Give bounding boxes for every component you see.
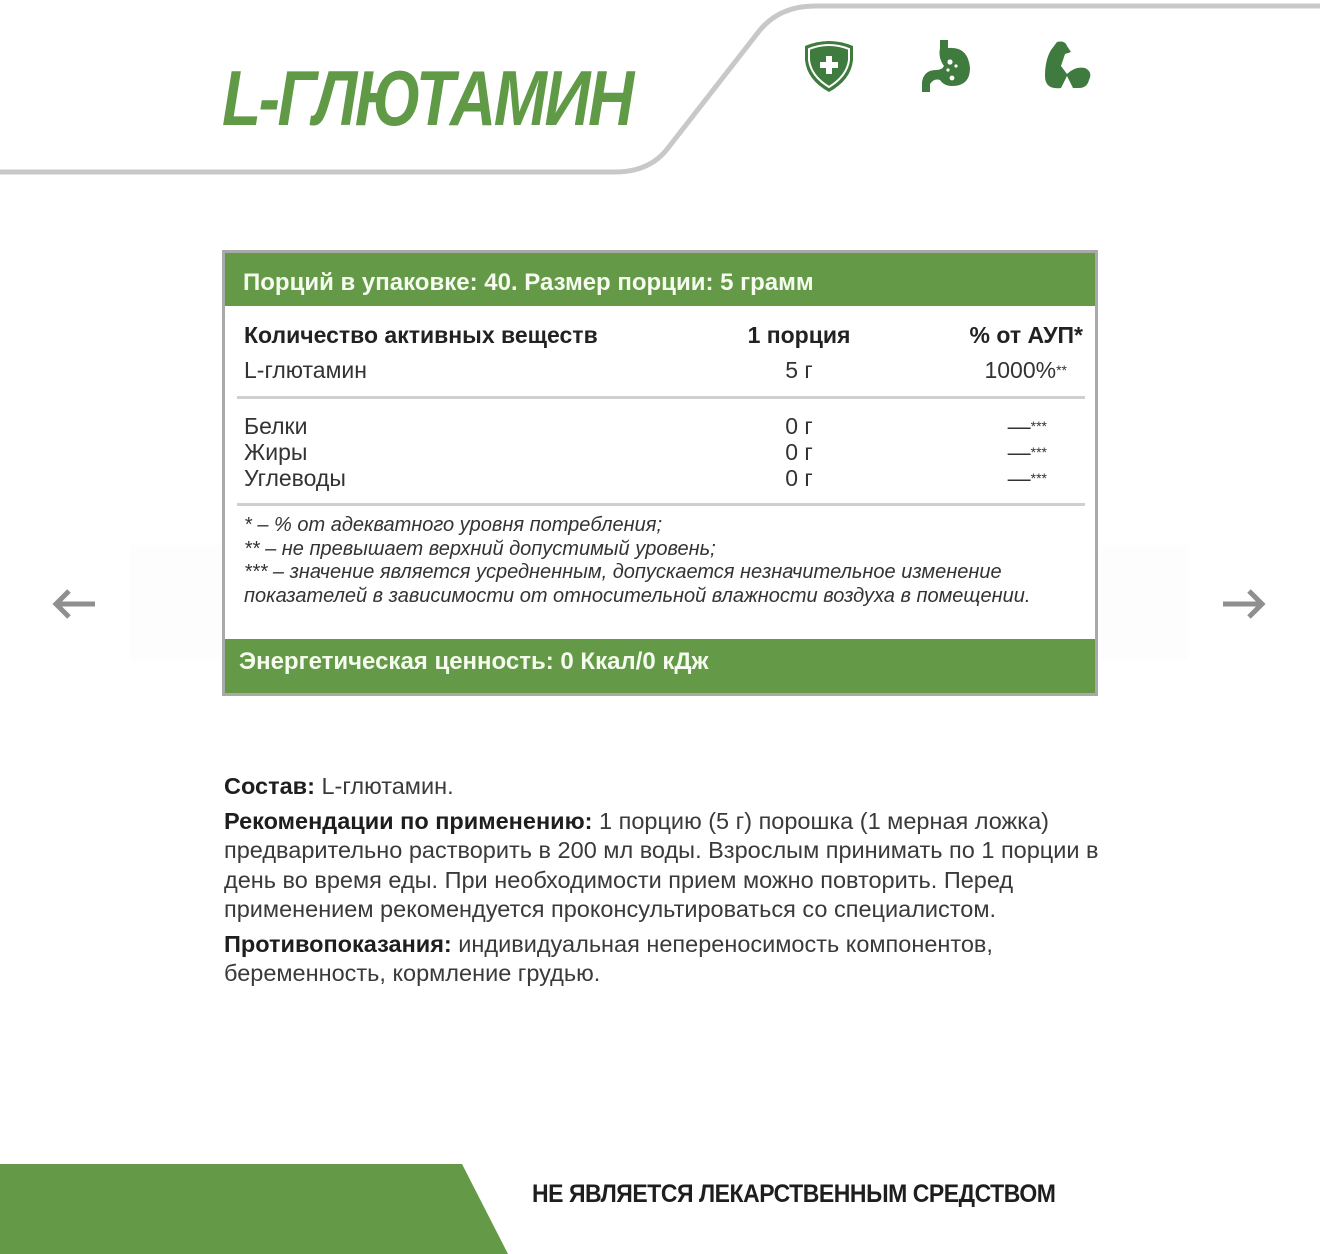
footnote: *** – значение является усредненным, допускается незначительное изменение показателей в зависимости от относительной влажности воздуха в помещении.	[244, 561, 1031, 607]
usage-label: Рекомендации по применению:	[224, 807, 593, 834]
table-footnotes	[225, 506, 1075, 608]
servings-header: Порций в упаковке: 40. Размер порции: 5 грамм	[225, 253, 1095, 306]
stomach-icon	[918, 36, 976, 96]
product-description	[224, 772, 1104, 994]
nutrition-facts-table	[222, 250, 1098, 696]
carousel-panel-right	[1100, 545, 1188, 660]
usage-paragraph	[224, 807, 1104, 925]
contraindications-text: индивидуальная непереносимость компонентов, беременность, кормление грудью.	[224, 930, 993, 986]
macro-amount: 0 г	[785, 439, 813, 465]
table-row	[225, 465, 1095, 491]
macro-amount: 0 г	[785, 413, 813, 439]
footnote: * – % от адекватного уровня потребления;	[244, 514, 662, 536]
macro-amount: 0 г	[785, 465, 813, 491]
macro-percent: —***	[1007, 465, 1047, 491]
composition-paragraph	[224, 772, 1104, 802]
not-a-medicine-disclaimer: НЕ ЯВЛЯЕТСЯ ЛЕКАРСТВЕННЫМ СРЕДСТВОМ	[532, 1180, 1056, 1208]
table-row	[225, 413, 1095, 439]
carousel-panel-left	[130, 545, 222, 660]
arrow-right-icon	[1221, 587, 1267, 621]
footnote: ** – не превышает верхний допустимый уровень;	[244, 537, 716, 560]
column-header-substance: Количество активных веществ	[244, 322, 598, 348]
previous-slide-button[interactable]	[50, 582, 98, 626]
column-header-serving: 1 порция	[747, 322, 851, 348]
macro-percent: —***	[1007, 413, 1047, 439]
table-row	[225, 439, 1095, 465]
arrow-left-icon	[51, 587, 97, 621]
header-divider-line	[0, 0, 1320, 200]
contraindications-paragraph	[224, 930, 1104, 989]
table-column-headers	[225, 316, 1095, 354]
macro-percent: —***	[1007, 439, 1047, 465]
shield-plus-icon	[800, 36, 858, 96]
composition-text: L-глютамин.	[314, 773, 454, 799]
energy-value-footer: Энергетическая ценность: 0 Ккал/0 кДж	[225, 639, 1095, 693]
column-header-percent: % от АУП*	[969, 322, 1083, 348]
benefit-icons	[800, 36, 1094, 96]
substance-name: L-глютамин	[244, 357, 367, 383]
contraindications-label: Противопоказания:	[224, 930, 452, 957]
usage-text: 1 порцию (5 г) порошка (1 мерная ложка) предварительно растворить в 200 мл воды. Взрослым принимать по 1 порции в день во время еды. При необходимости прием можно повторить. Перед применением рекомендуется проконсультироваться со специалистом.	[224, 807, 1099, 922]
substance-percent: 1000%**	[984, 357, 1067, 383]
muscle-arm-icon	[1036, 36, 1094, 96]
next-slide-button[interactable]	[1220, 582, 1268, 626]
table-row	[225, 354, 1095, 386]
product-title: L-ГЛЮТАМИН	[222, 54, 632, 142]
macronutrients-section	[225, 399, 1095, 491]
macro-name: Жиры	[244, 439, 308, 465]
macro-name: Белки	[244, 413, 308, 439]
composition-label: Состав:	[224, 773, 315, 799]
footer-green-band	[0, 1164, 510, 1254]
macro-name: Углеводы	[244, 465, 346, 491]
substance-amount: 5 г	[785, 357, 813, 383]
